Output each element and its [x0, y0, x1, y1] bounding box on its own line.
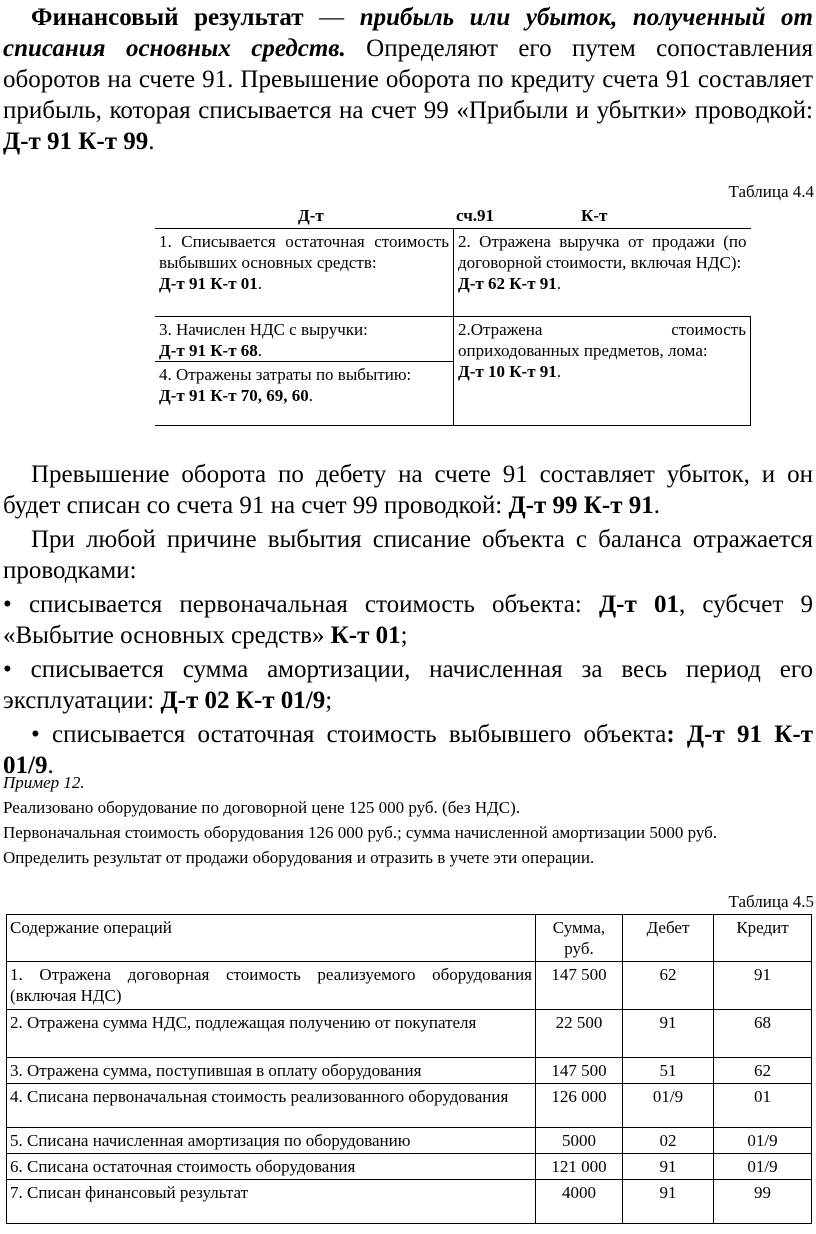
intro-paragraph: Финансовый результат — прибыль или убыток, полученный от списания основных средств. Определяют его путем сопоставления оборотов на счете 91. Превышение оборота по кредиту счета 91 составляет прибыль, которая списывается на счет 99 «Прибыли и убытки» проводкой: Д-т 91 К-т 99. [3, 4, 813, 155]
intro-section [3, 0, 813, 157]
table-row: 5. Списана начисленная амортизация по оборудованию 5000 02 01/9 [7, 1128, 812, 1154]
table44-caption: Таблица 4.4 [728, 182, 814, 201]
example-title: Пример 12. [3, 773, 85, 792]
loss-paragraph: Превышение оборота по дебету на счете 91 составляет убыток, и он будет списан со счета 91 на счет 99 проводкой: Д-т 99 К-т 91. [3, 461, 813, 519]
disposal-paragraph: При любой причине выбытия списание объекта с баланса отражается проводками: [3, 526, 813, 584]
example-line-1: Реализовано оборудование по договорной цене 125 000 руб. (без НДС). [3, 798, 520, 817]
bullet-3: • списывается остаточная стоимость выбывшего объекта: Д-т 91 К-т 01/9. [3, 721, 813, 779]
table44-credit-header: К-т [581, 206, 608, 225]
header-operations: Содержание операций [7, 915, 536, 962]
body-section [3, 459, 813, 781]
bullet-2: • списывается сумма амортизации, начисленная за весь период его эксплуатации: Д-т 02 К-т 01/9; [3, 656, 813, 714]
table44-account-header: сч.91 [456, 206, 495, 225]
t44-left-cell-3: 4. Отражены затраты по выбытию: Д-т 91 К-т 70, 69, 60. [155, 362, 454, 426]
t44-left-cell-1: 1. Списывается остаточная стоимость выбывших основных средств: Д-т 91 К-т 01. [155, 229, 454, 317]
table-row: 2. Отражена сумма НДС, подлежащая получению от покупателя 22 500 91 68 [7, 1010, 812, 1058]
t44-right-cell-1: 2. Отражена выручка от продажи (по договорной стоимости, включая НДС): Д-т 62 К-т 91. [454, 229, 751, 317]
t44-right-cell-2: 2.Отражена стоимость оприходованных предметов, лома: Д-т 10 К-т 91. [454, 317, 751, 426]
table-row: 7. Списан финансовый результат 4000 91 99 [7, 1180, 812, 1224]
header-debit: Дебет [623, 915, 714, 962]
table-row: 3. Отражена сумма, поступившая в оплату оборудования 147 500 51 62 [7, 1058, 812, 1084]
t44-left-cell-2: 3. Начислен НДС с выручки: Д-т 91 К-т 68. [155, 317, 454, 362]
table-row: 1. Отражена договорная стоимость реализуемого оборудования (включая НДС) 147 500 62 91 [7, 962, 812, 1010]
table-header-row [7, 915, 812, 962]
example-section [3, 772, 813, 868]
example-line-3: Определить результат от продажи оборудования и отразить в учете эти операции. [3, 848, 595, 867]
header-credit: Кредит [714, 915, 812, 962]
table44-debit-header: Д-т [298, 206, 324, 225]
operations-table [6, 914, 812, 1224]
header-sum: Сумма, руб. [536, 915, 623, 962]
term: Финансовый результат [31, 4, 304, 31]
table-row: 6. Списана остаточная стоимость оборудования 121 000 91 01/9 [7, 1154, 812, 1180]
bullet-1: • списывается первоначальная стоимость объекта: Д-т 01, субсчет 9 «Выбытие основных средств» К-т 01; [3, 591, 813, 649]
table-row: 4. Списана первоначальная стоимость реализованного оборудования 126 000 01/9 01 [7, 1084, 812, 1128]
example-line-2: Первоначальная стоимость оборудования 126 000 руб.; сумма начисленной амортизации 5000 руб. [3, 823, 718, 842]
t-account-table [155, 228, 751, 426]
entry-91-99: Д-т 91 К-т 99 [3, 128, 149, 155]
table45-caption: Таблица 4.5 [728, 892, 814, 911]
definition: прибыль или убыток, полученный от списания основных средств. [3, 4, 813, 62]
